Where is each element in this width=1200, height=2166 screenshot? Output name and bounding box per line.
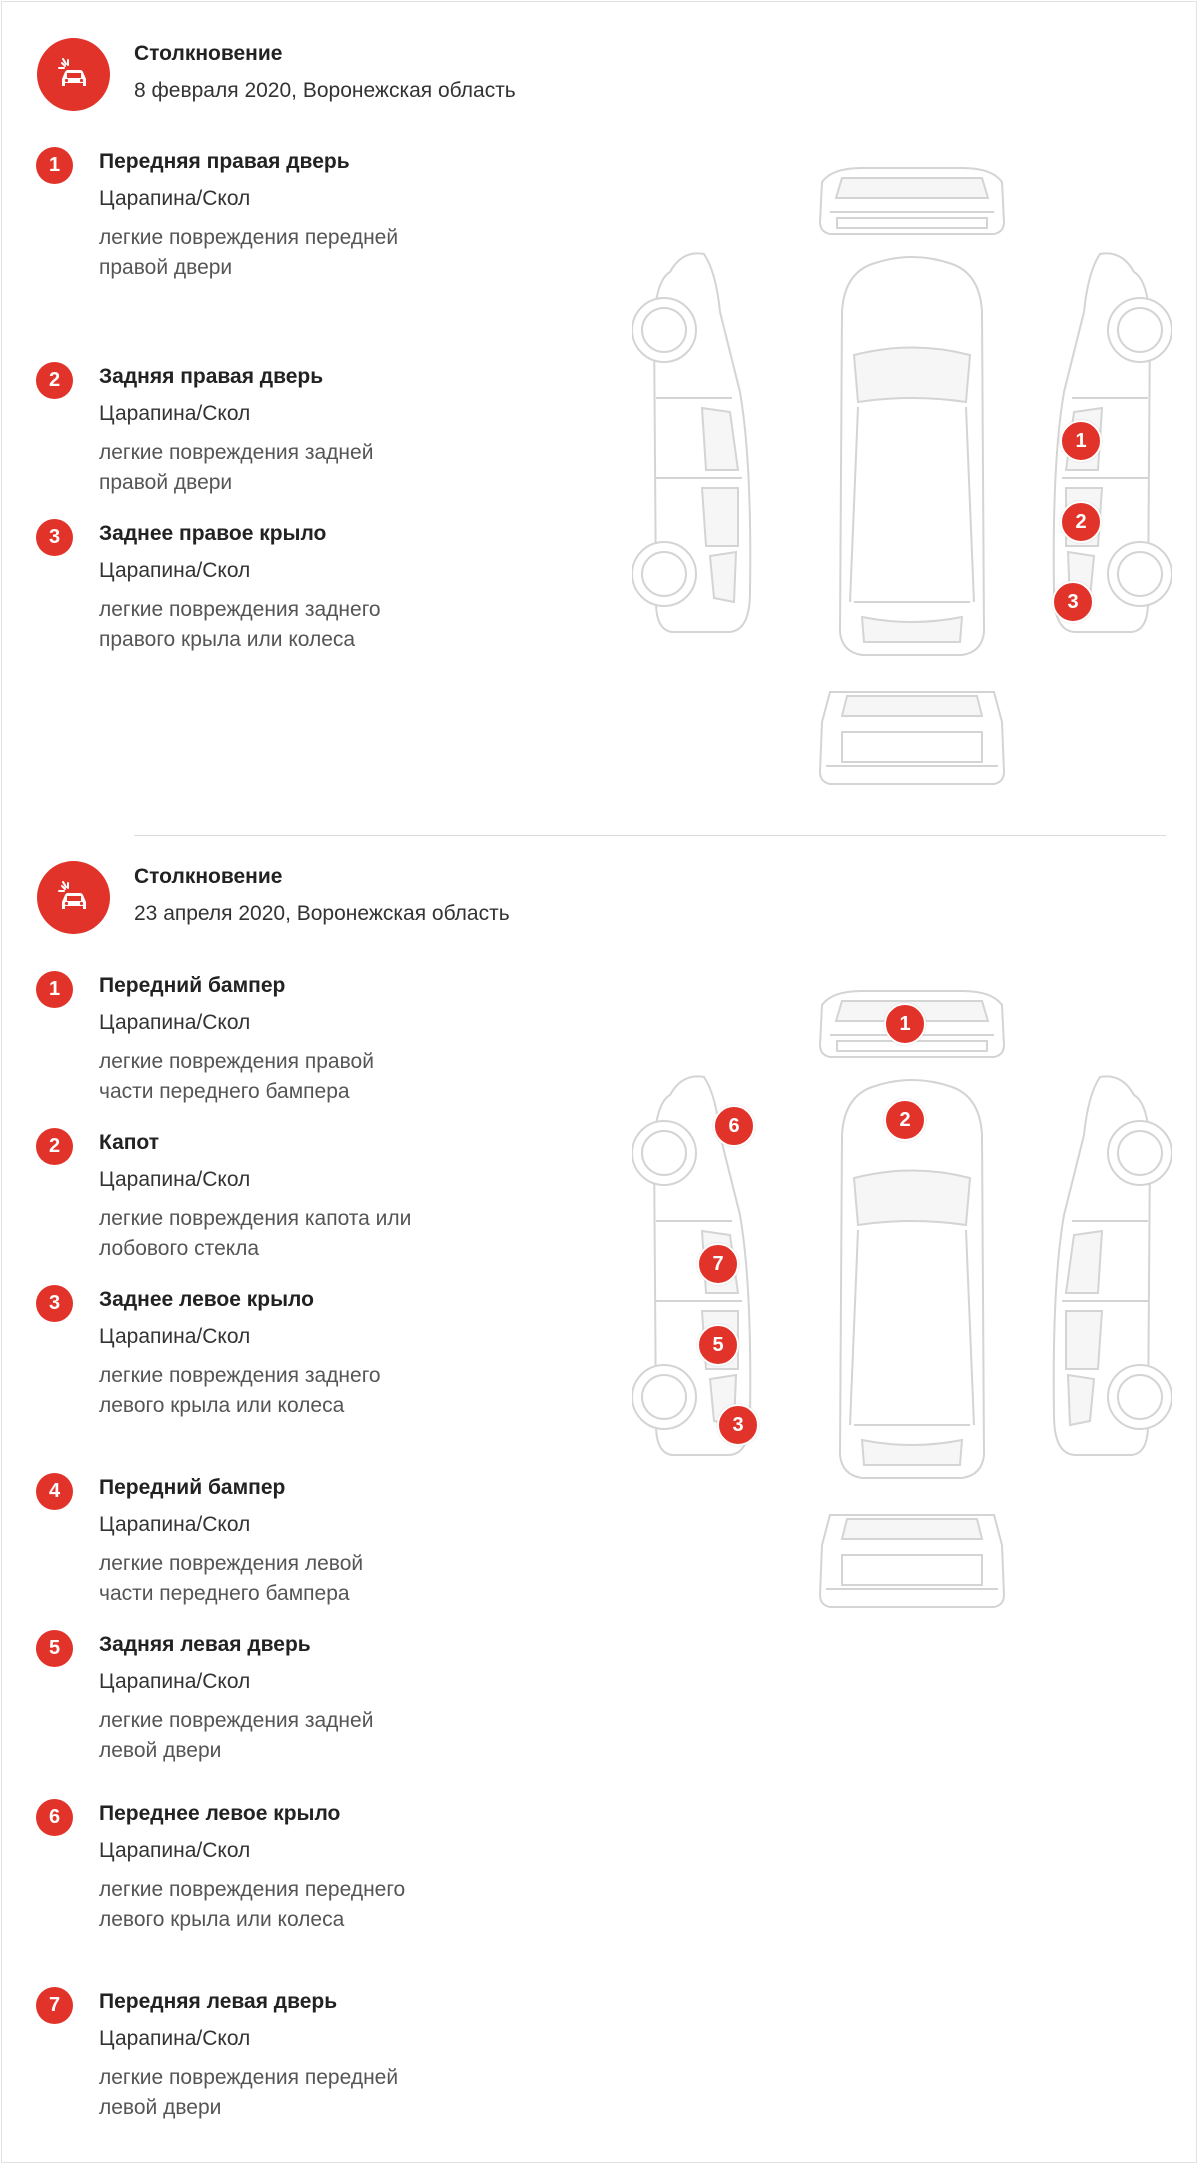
damage-number-badge: 2: [36, 1128, 73, 1165]
damage-type: Царапина/Скол: [99, 1168, 251, 1191]
damage-marker[interactable]: 5: [697, 1324, 739, 1366]
damage-type: Царапина/Скол: [99, 559, 251, 582]
damage-marker[interactable]: 3: [1052, 581, 1094, 623]
section-divider: [134, 835, 1166, 836]
damage-part: Передний бампер: [99, 1476, 286, 1499]
damage-type: Царапина/Скол: [99, 1839, 251, 1862]
damage-number-badge: 1: [36, 147, 73, 184]
damage-marker[interactable]: 7: [697, 1243, 739, 1285]
damage-type: Царапина/Скол: [99, 1325, 251, 1348]
damage-part: Задняя левая дверь: [99, 1633, 311, 1656]
damage-part: Задняя правая дверь: [99, 365, 324, 388]
damage-number-badge: 5: [36, 1630, 73, 1667]
car-outline-diagram: [632, 985, 1172, 1615]
damage-part: Капот: [99, 1131, 160, 1154]
damage-part: Заднее правое крыло: [99, 522, 327, 545]
damage-part: Переднее левое крыло: [99, 1802, 341, 1825]
damage-description: легкие повреждения правой части переднего бампера: [99, 1050, 374, 1103]
car-rear-view: [820, 1515, 1004, 1607]
damage-description: легкие повреждения заднего левого крыла или колеса: [99, 1364, 381, 1417]
damage-marker[interactable]: 1: [1060, 420, 1102, 462]
damage-marker[interactable]: 2: [1060, 501, 1102, 543]
damage-type: Царапина/Скол: [99, 1011, 251, 1034]
damage-number-badge: 3: [36, 1285, 73, 1322]
damage-marker[interactable]: 2: [884, 1099, 926, 1141]
damage-part: Передний бампер: [99, 974, 286, 997]
damage-description: легкие повреждения передней правой двери: [99, 226, 399, 279]
incident-date-location: 8 февраля 2020, Воронежская область: [134, 79, 516, 102]
damage-description: легкие повреждения задней левой двери: [99, 1709, 374, 1762]
damage-number-badge: 6: [36, 1799, 73, 1836]
car-outline-diagram: [632, 162, 1172, 792]
damage-description: легкие повреждения заднего правого крыла или колеса: [99, 598, 381, 651]
incident-date-location: 23 апреля 2020, Воронежская область: [134, 902, 510, 925]
damage-marker[interactable]: 6: [713, 1105, 755, 1147]
damage-type: Царапина/Скол: [99, 1513, 251, 1536]
car-front-view: [820, 168, 1004, 234]
damage-part: Передняя правая дверь: [99, 150, 350, 173]
damage-number-badge: 3: [36, 519, 73, 556]
incident-title: Столкновение: [134, 42, 283, 65]
damage-history-panel: [1, 1, 1197, 2163]
damage-part: Заднее левое крыло: [99, 1288, 314, 1311]
car-rear-view: [820, 692, 1004, 784]
car-damage-diagram: [632, 162, 1172, 792]
damage-description: легкие повреждения передней левой двери: [99, 2066, 399, 2119]
damage-description: легкие повреждения левой части переднего бампера: [99, 1552, 364, 1605]
car-collision-icon: [37, 38, 110, 111]
damage-type: Царапина/Скол: [99, 187, 251, 210]
damage-description: легкие повреждения капота или лобового стекла: [99, 1207, 412, 1260]
damage-number-badge: 1: [36, 971, 73, 1008]
car-damage-diagram: [632, 985, 1172, 1615]
damage-type: Царапина/Скол: [99, 1670, 251, 1693]
car-right-side-view: [1054, 1076, 1172, 1455]
car-collision-icon: [37, 861, 110, 934]
damage-number-badge: 7: [36, 1987, 73, 2024]
damage-type: Царапина/Скол: [99, 402, 251, 425]
car-left-side-view: [632, 253, 750, 632]
damage-number-badge: 2: [36, 362, 73, 399]
damage-part: Передняя левая дверь: [99, 1990, 338, 2013]
damage-description: легкие повреждения переднего левого крыла или колеса: [99, 1878, 406, 1931]
damage-marker[interactable]: 1: [884, 1003, 926, 1045]
incident-title: Столкновение: [134, 865, 283, 888]
car-top-view: [840, 257, 984, 655]
damage-marker[interactable]: 3: [717, 1404, 759, 1446]
damage-description: легкие повреждения задней правой двери: [99, 441, 374, 494]
damage-number-badge: 4: [36, 1473, 73, 1510]
damage-type: Царапина/Скол: [99, 2027, 251, 2050]
